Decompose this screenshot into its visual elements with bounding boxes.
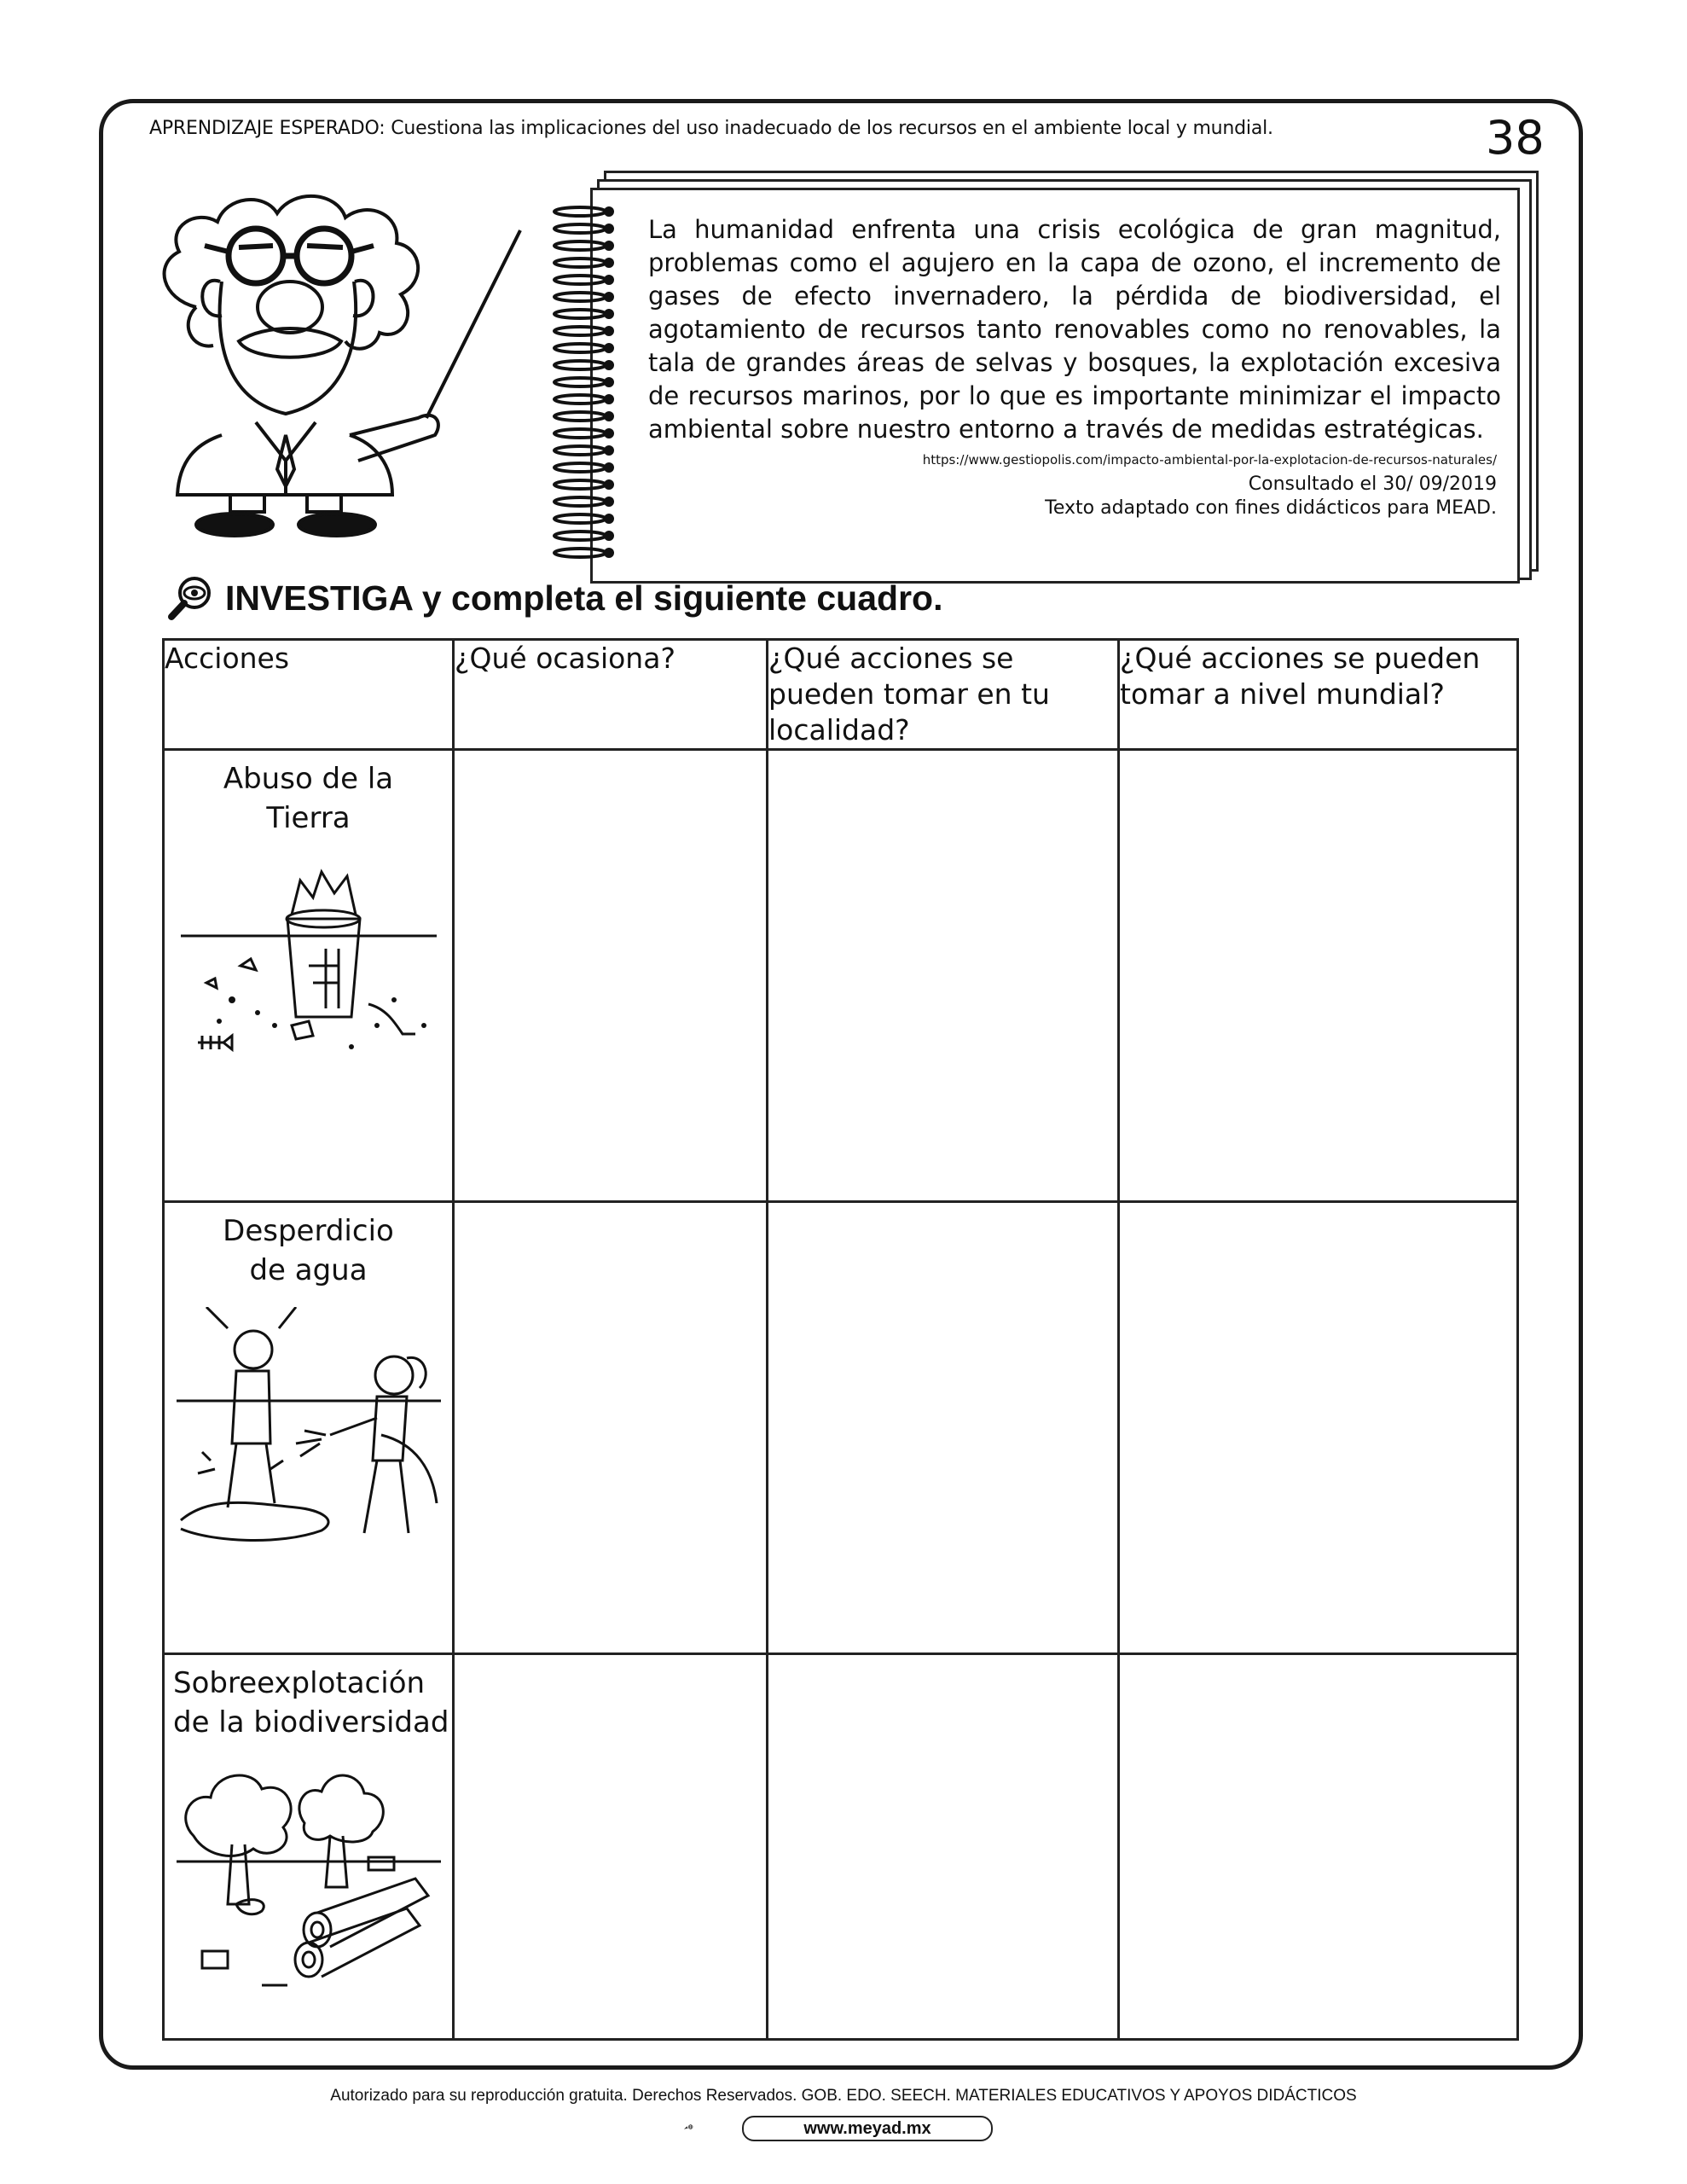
children-hose-water-illustration [177, 1307, 441, 1554]
adapted-note: Texto adaptado con fines didácticos para MEAD. [1045, 497, 1497, 519]
page-number: 38 [1486, 111, 1545, 165]
que-ocasiona-cell[interactable] [454, 1654, 768, 2040]
row-label-cell [164, 750, 454, 1202]
acciones-mundial-cell[interactable] [1119, 1654, 1518, 2040]
header-que-ocasiona: ¿Qué ocasiona? [454, 640, 768, 750]
source-url: https://www.gestiopolis.com/impacto-ambiental-por-la-explotacion-de-recursos-naturales/ [922, 452, 1497, 468]
acciones-localidad-cell[interactable] [768, 1202, 1119, 1654]
table-row [164, 1202, 1518, 1654]
row-label: Sobreexplotación de la biodiversidad [173, 1666, 449, 1740]
header-acciones: Acciones [164, 640, 454, 750]
table-header-row [164, 640, 1518, 750]
instruction-text: INVESTIGA y completa el siguiente cuadro. [225, 578, 943, 618]
learning-objective: APRENDIZAJE ESPERADO: Cuestiona las implicaciones del uso inadecuado de los recursos en el ambiente local y mundial. [149, 118, 1273, 139]
acciones-mundial-cell[interactable] [1119, 1202, 1518, 1654]
research-table [162, 638, 1519, 2041]
consulted-date: Consultado el 30/ 09/2019 [1248, 473, 1497, 495]
row-label: Desperdicio de agua [223, 1214, 394, 1287]
magnifier-eye-icon [167, 574, 215, 622]
trees-logs-stumps-illustration [177, 1759, 441, 1989]
acciones-localidad-cell[interactable] [768, 750, 1119, 1202]
instruction-line [167, 568, 942, 628]
acciones-mundial-cell[interactable] [1119, 750, 1518, 1202]
que-ocasiona-cell[interactable] [454, 1202, 768, 1654]
professor-illustration [145, 179, 546, 537]
globe-cursor-icon [682, 2113, 742, 2140]
spiral-binding-icon [548, 205, 641, 563]
website-link[interactable]: www.meyad.mx [742, 2116, 993, 2141]
row-label: Abuso de la Tierra [223, 762, 394, 835]
header-acciones-mundial: ¿Qué acciones se pueden tomar a nivel mundial? [1119, 640, 1518, 750]
row-label-cell [164, 1202, 454, 1654]
table-row [164, 750, 1518, 1202]
acciones-localidad-cell[interactable] [768, 1654, 1119, 2040]
footer-rights: Autorizado para su reproducción gratuita. Derechos Reservados. GOB. EDO. SEECH. MATERIALES EDUCATIVOS Y APOYOS DIDÁCTICOS [330, 2087, 1357, 2105]
table-row [164, 1654, 1518, 2040]
que-ocasiona-cell[interactable] [454, 750, 768, 1202]
row-label-cell [164, 1654, 454, 2040]
notebook-paragraph: La humanidad enfrenta una crisis ecológica de gran magnitud, problemas como el agujero en la capa de ozono, el incremento de gases de efecto invernadero, la pérdida de biodiversidad, el agotamiento de recursos tanto renovables como no renovables, la tala de grandes áreas de selvas y bosques, la explotación excesiva de recursos marinos, por lo que es importante minimizar el impacto ambiental sobre nuestro entorno a través de medidas estratégicas. [648, 215, 1501, 444]
trash-can-litter-illustration [181, 855, 437, 1060]
header-acciones-localidad: ¿Qué acciones se pueden tomar en tu localidad? [768, 640, 1119, 750]
